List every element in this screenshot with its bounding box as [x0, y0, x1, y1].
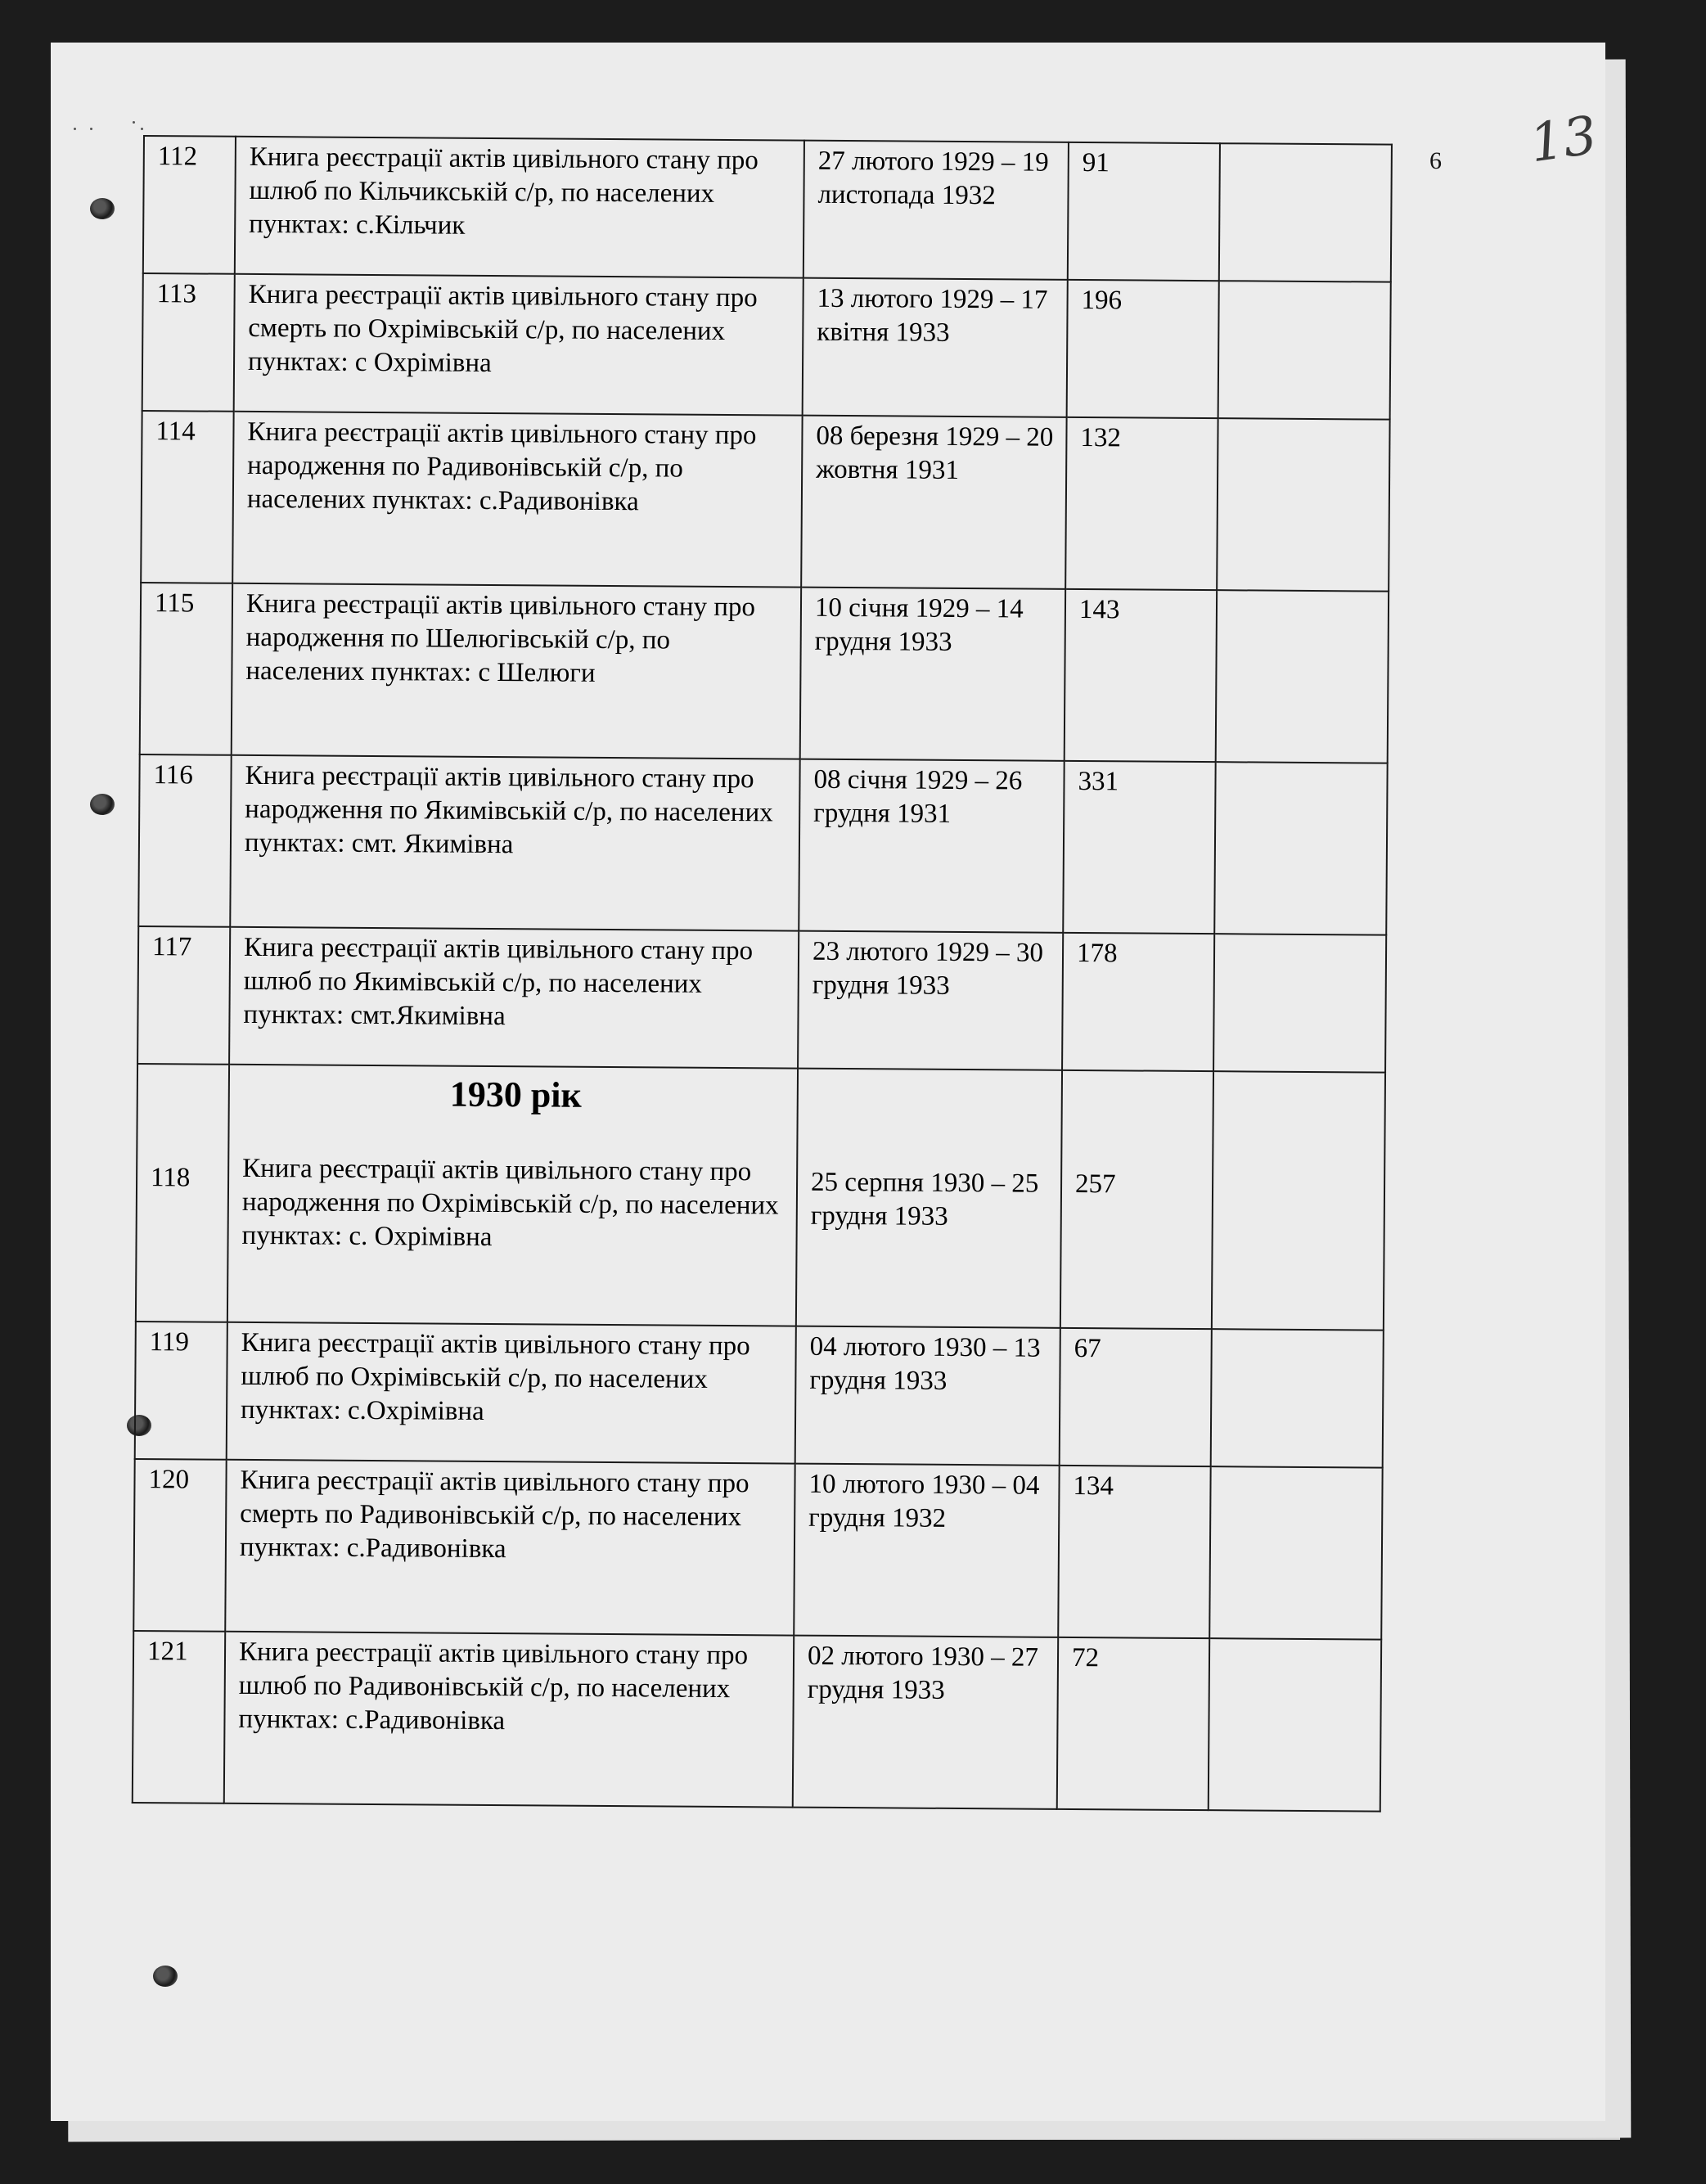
- year-heading: 1930 рік: [449, 1074, 583, 1115]
- table-row: [133, 1631, 1381, 1812]
- table-row: [138, 754, 1387, 935]
- row-note: [1213, 934, 1386, 1072]
- row-note: [1212, 1071, 1385, 1330]
- row-number: 120: [133, 1459, 226, 1632]
- row-title: Книга реєстрації актів цивільного стану про народження по Охрімівській с/р, по населених пунктах: с. Охрімівна: [241, 1153, 779, 1253]
- row-number: 113: [142, 273, 235, 412]
- row-note: [1217, 418, 1389, 591]
- row-title: Книга реєстрації актів цивільного стану про смерть по Радивонівській с/р, по населених пунктах: с.Радивонівка: [225, 1460, 794, 1636]
- punch-hole: [90, 794, 115, 815]
- row-dates: 02 лютого 1930 – 27 грудня 1933: [793, 1636, 1058, 1809]
- row-title: Книга реєстрації актів цивільного стану про народження по Шелюгівській с/р, по населених пунктах: с Шелюги: [232, 583, 801, 759]
- row-title: Книга реєстрації актів цивільного стану про шлюб по Якимівській с/р, по населених пунктах: смт.Якимівна: [229, 927, 799, 1069]
- speck: [74, 128, 76, 130]
- row-dates: 25 серпня 1930 – 25 грудня 1933: [796, 1069, 1062, 1328]
- row-dates: 13 лютого 1929 – 17 квітня 1933: [803, 278, 1068, 417]
- row-title: Книга реєстрації актів цивільного стану про шлюб по Охрімівській с/р, по населених пунктах: с.Охрімівна: [227, 1322, 796, 1464]
- row-dates: 04 лютого 1930 – 13 грудня 1933: [795, 1326, 1060, 1466]
- row-count: 72: [1057, 1637, 1209, 1810]
- row-note: [1214, 762, 1387, 934]
- folio-mark: 13: [1526, 105, 1601, 175]
- row-title: Книга реєстрації актів цивільного стану про народження по Якимівській с/р, по населених пунктах: смт. Якимівна: [230, 755, 799, 931]
- row-number: 117: [137, 926, 230, 1065]
- row-number: 121: [133, 1631, 225, 1803]
- table-row: [137, 926, 1386, 1073]
- records-table: [132, 135, 1393, 1812]
- table-row: [143, 136, 1392, 282]
- speck: [90, 128, 92, 130]
- row-count: 196: [1067, 280, 1219, 418]
- punch-hole: [153, 1966, 178, 1987]
- row-count: 178: [1062, 933, 1214, 1071]
- row-dates: 10 лютого 1930 – 04 грудня 1932: [794, 1464, 1059, 1637]
- row-dates: 08 березня 1929 – 20 жовтня 1931: [801, 416, 1066, 589]
- page-number: 6: [1429, 147, 1442, 174]
- row-title: Книга реєстрації актів цивільного стану про шлюб по Кільчикській с/р, по населених пунктах: с.Кільчик: [235, 137, 804, 278]
- punch-hole: [90, 198, 115, 219]
- speck: [141, 128, 143, 130]
- row-count: 331: [1063, 761, 1215, 934]
- row-title: Книга реєстрації актів цивільного стану про народження по Радивонівській с/р, по населених пунктах: с.Радивонівка: [232, 412, 802, 588]
- row-dates: 27 лютого 1929 – 19 листопада 1932: [803, 141, 1069, 280]
- row-dates: 23 лютого 1929 – 30 грудня 1933: [798, 931, 1063, 1070]
- table-row: [140, 583, 1389, 763]
- speck: [133, 121, 135, 124]
- row-note: [1216, 590, 1389, 763]
- row-count: 257: [1060, 1070, 1213, 1329]
- table-row: [135, 1322, 1384, 1468]
- row-count: 134: [1058, 1466, 1210, 1638]
- row-count: 143: [1065, 589, 1217, 762]
- table-row: [133, 1459, 1382, 1640]
- row-note: [1219, 143, 1392, 281]
- row-dates: 10 січня 1929 – 14 грудня 1933: [800, 588, 1065, 761]
- records-table-body: [133, 136, 1392, 1812]
- row-dates: 08 січня 1929 – 26 грудня 1931: [799, 759, 1064, 933]
- row-number: 112: [143, 136, 236, 274]
- row-note: [1209, 1638, 1381, 1811]
- row-number: 114: [141, 411, 233, 583]
- row-number: 116: [138, 754, 231, 927]
- row-count: 132: [1065, 417, 1218, 590]
- row-note: [1218, 281, 1391, 419]
- row-note: [1211, 1329, 1384, 1467]
- row-title: Книга реєстрації актів цивільного стану про смерть по Охрімівській с/р, по населених пунктах: с Охрімівна: [234, 274, 803, 416]
- row-count: 91: [1068, 142, 1220, 281]
- row-number: 119: [135, 1322, 227, 1460]
- row-count: 67: [1060, 1328, 1212, 1466]
- row-title: Книга реєстрації актів цивільного стану про шлюб по Радивонівській с/р, по населених пунктах: с.Радивонівка: [224, 1632, 794, 1808]
- records-table-wrapper: [132, 135, 1391, 1812]
- row-note: [1209, 1466, 1382, 1639]
- row-number: 115: [140, 583, 232, 755]
- table-row: [141, 411, 1389, 592]
- table-row: [136, 1064, 1385, 1331]
- row-number: 118: [136, 1064, 229, 1322]
- row-title-cell: [227, 1065, 798, 1326]
- table-row: [142, 273, 1391, 420]
